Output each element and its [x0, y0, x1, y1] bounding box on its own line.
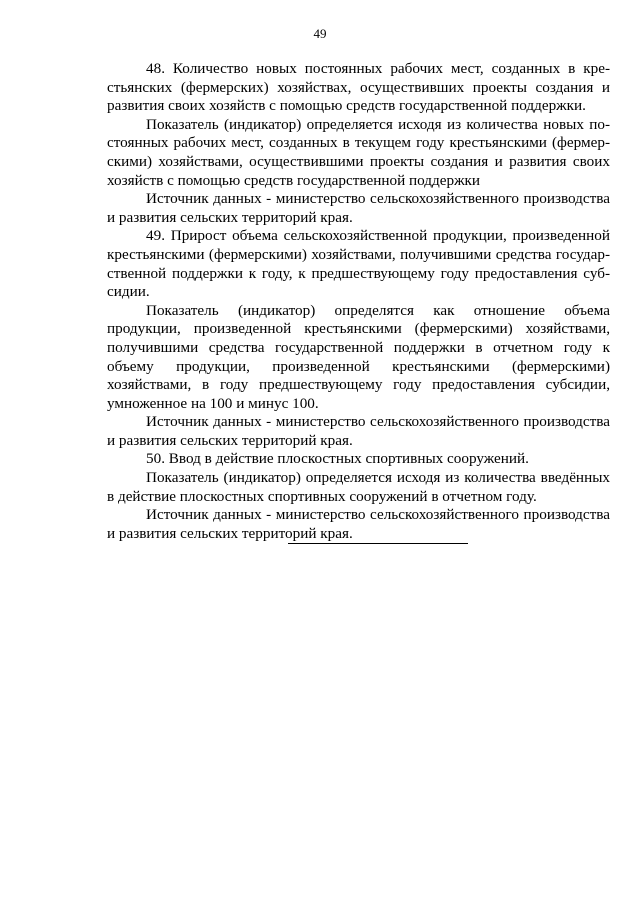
paragraph-indicator-49-source: Источник данных - министерство сельскохозяйственного производства и развития сельских территорий края. [107, 413, 610, 449]
end-separator-line [288, 543, 468, 544]
paragraph-indicator-48-title: 48. Количество новых постоянных рабочих мест, созданных в крестьянских (фермерских) хозяйствах, осуществивших проекты создания и развития своих хозяйств с помощью средств государственной поддержки. [107, 60, 610, 115]
paragraph-indicator-48-method: Показатель (индикатор) определяется исходя из количества новых постоянных рабочих мест, созданных в текущем году крестьянскими (фермерскими) хозяйствами, осуществившими проекты создания и развития своих хозяйств с помощью средств государственной поддержки [107, 115, 610, 189]
page-number: 49 [313, 26, 327, 41]
paragraph-indicator-50-method: Показатель (индикатор) определяется исходя из количества введённых в действие плоскостных спортивных сооружений в отчетном году. [107, 469, 610, 505]
document-body [107, 60, 610, 543]
paragraph-indicator-48-source: Источник данных - министерство сельскохозяйственного производства и развития сельских территорий края. [107, 190, 610, 226]
paragraph-indicator-50-source: Источник данных - министерство сельскохозяйственного производства и развития сельских территорий края. [107, 506, 610, 542]
paragraph-indicator-49-method: Показатель (индикатор) определятся как отношение объема продукции, произведенной крестьянскими (фермерскими) хозяйствами, получившими средства государственной поддержки в отчетном году к объему продукции, произведенной крестьянскими (фермерскими) хозяйствами, в году предшествующему году предоставления субсидии, умноженное на 100 и минус 100. [107, 301, 610, 412]
paragraph-indicator-49-title: 49. Прирост объема сельскохозяйственной продукции, произведенной крестьянскими (фермерскими) хозяйствами, получившими средства государственной поддержки к году, к предшествующему году предоставления субсидии. [107, 227, 610, 301]
paragraph-indicator-50-title: 50. Ввод в действие плоскостных спортивных сооружений. [146, 450, 529, 468]
